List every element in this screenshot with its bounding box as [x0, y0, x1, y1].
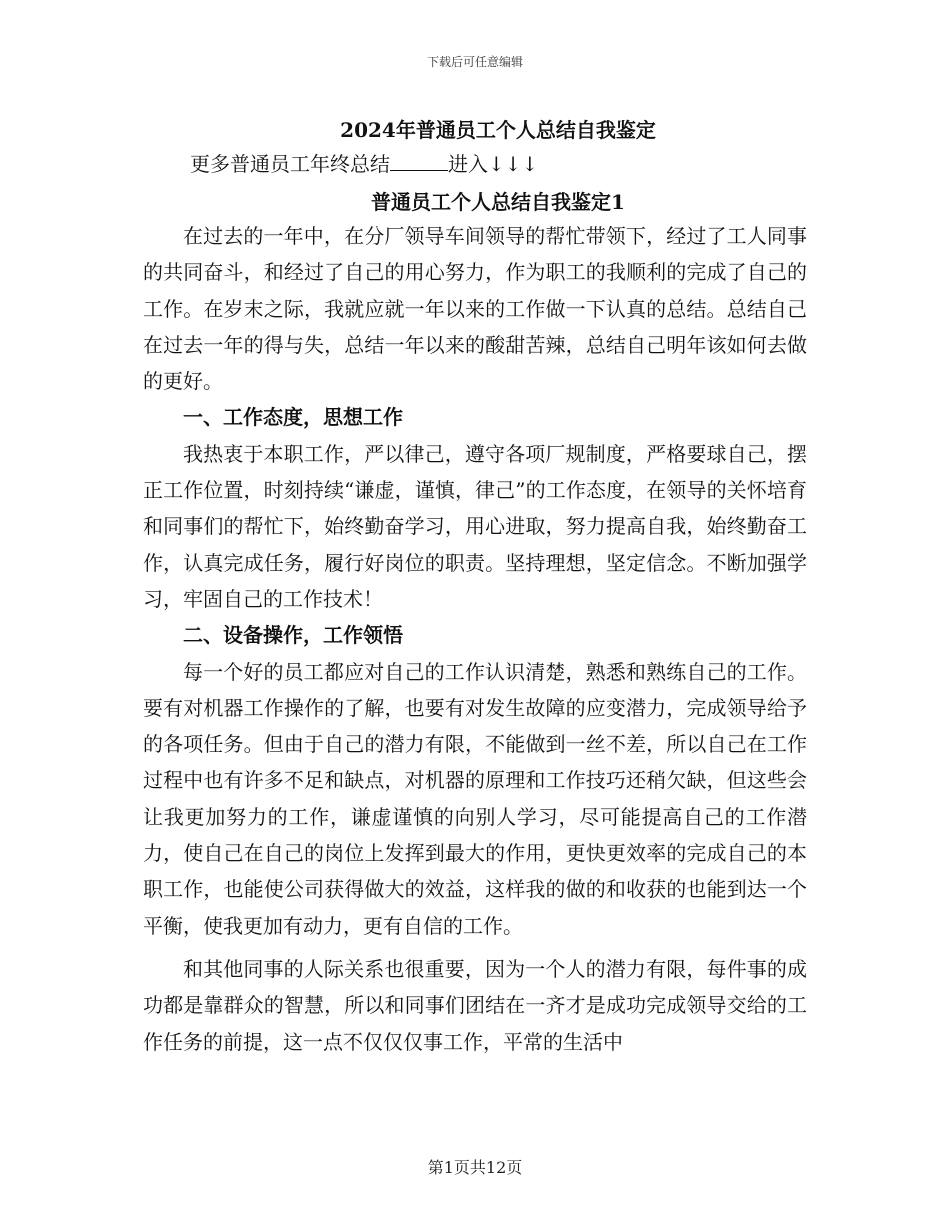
page-indicator: 第1页共12页 — [427, 1158, 523, 1177]
more-summaries-link[interactable] — [190, 148, 538, 180]
paragraph-relations: 和其他同事的人际关系也很重要，因为一个人的潜力有限，每件事的成功都是靠群众的智慧，所以和同事们团结在一齐才是成功完成领导交给的工作任务的前提，这一点不仅仅仅事工作，平常的生活中 — [143, 956, 807, 1054]
heading-work-attitude: 一、工作态度，思想工作 — [183, 405, 403, 430]
document-body — [143, 218, 807, 1060]
heading-equipment-operation: 二、设备操作，工作领悟 — [183, 623, 403, 648]
paragraph-equipment: 每一个好的员工都应对自己的工作认识清楚，熟悉和熟练自己的工作。要有对机器工作操作的了解，也要有对发生故障的应变潜力，完成领导给予的各项任务。但由于自己的潜力有限，不能做到一丝不差，所以自己在工作过程中也有许多不足和缺点，对机器的原理和工作技巧还稍欠缺，但这些会让我更加努力的工作，谦虚谨慎的向别人学习，尽可能提高自己的工作潜力，使自己在自己的岗位上发挥到最大的作用，更快更效率的完成自己的本职工作，也能使公司获得做大的效益，这样我的做的和收获的也能到达一个平衡，使我更加有动力，更有自信的工作。 — [143, 659, 807, 938]
link-blank-underline — [390, 148, 448, 171]
paragraph-intro: 在过去的一年中，在分厂领导车间领导的帮忙带领下，经过了工人同事的共同奋斗，和经过了自己的用心努力，作为职工的我顺利的完成了自己的工作。在岁末之际，我就应就一年以来的工作做一下认真的总结。总结自己在过去一年的得与失，总结一年以来的酸甜苦辣，总结自己明年该如何去做的更好。 — [143, 224, 807, 394]
document-title: 2024年普通员工个人总结自我鉴定 — [340, 118, 656, 142]
download-note: 下载后可任意编辑 — [426, 55, 523, 69]
paragraph-attitude: 我热衷于本职工作，严以律己，遵守各项厂规制度，严格要球自己，摆正工作位置，时刻持续“谦虚，谨慎，律己”的工作态度，在领导的关怀培育和同事们的帮忙下，始终勤奋学习，用心进取，努力提高自我，始终勤奋工作，认真完成任务，履行好岗位的职责。坚持理想，坚定信念。不断加强学习，牢固自己的工作技术！ — [143, 441, 807, 611]
section-title: 普通员工个人总结自我鉴定1 — [371, 190, 625, 214]
more-link-prefix: 更多普通员工年终总结 — [190, 152, 390, 176]
more-link-suffix: 进入↓↓↓ — [448, 152, 539, 176]
